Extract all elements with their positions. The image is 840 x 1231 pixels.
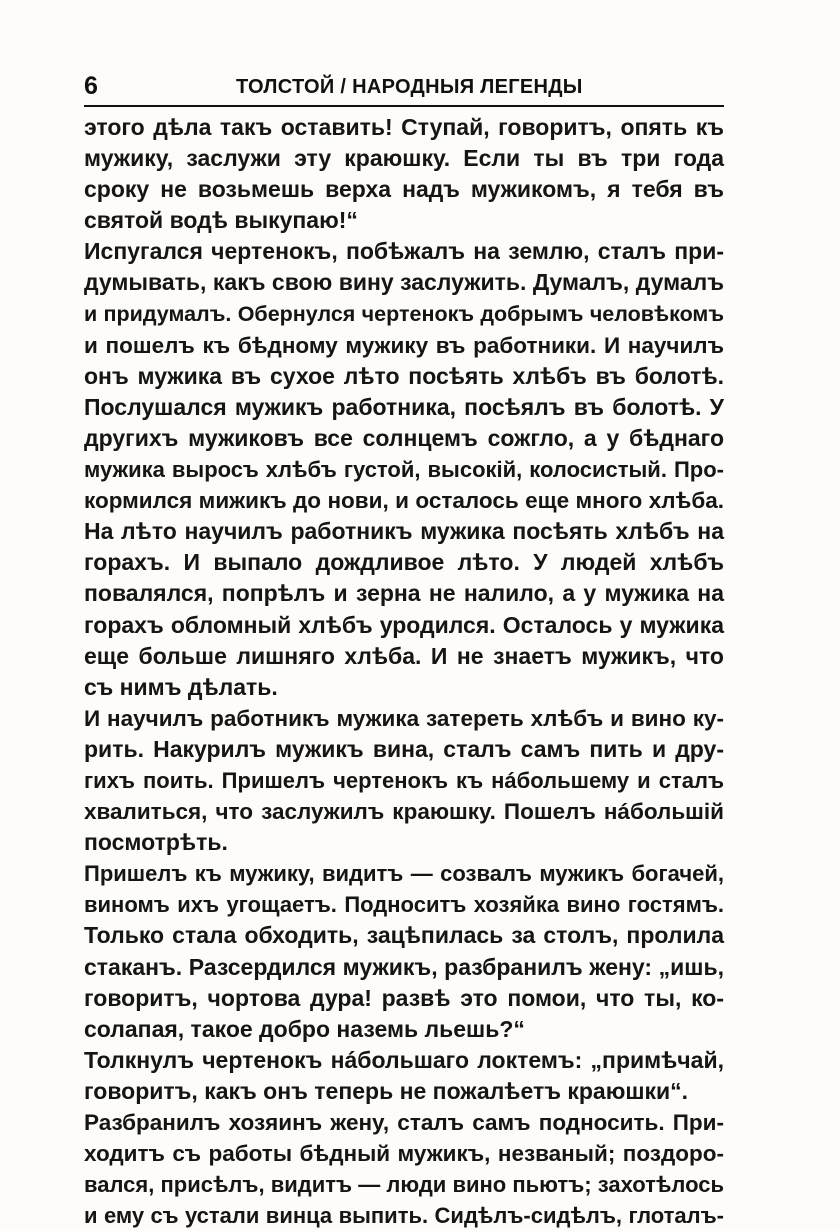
text-line: И научилъ работникъ мужика затереть хлѣбъ и вино ку- [84, 705, 724, 731]
text-line: и придумалъ. Обернулся чертенокъ добрымъ человѣкомъ [84, 301, 724, 326]
text-line: святой водѣ выкупаю!“ [84, 207, 358, 234]
text-line: повалялся, попрѣлъ и зерна не налило, а у мужика на [84, 580, 724, 607]
text-line: солапая, такое добро наземь льешь?“ [84, 1015, 525, 1042]
text-line: кормился мижикъ до нови, и осталось еще много хлѣба. [84, 488, 724, 514]
text-line: этого дѣла такъ оставить! Ступай, говоритъ, опять къ [84, 114, 724, 140]
header-rule [84, 105, 724, 107]
text-line: Пришелъ къ мужику, видитъ — созвалъ мужикъ богачей, [84, 861, 724, 887]
text-line: говоритъ, какъ онъ теперь не пожалѣетъ краюшки“. [84, 1077, 689, 1104]
text-line: и ему съ устали винца выпить. Сидѣлъ-сидѣлъ, глоталъ- [84, 1203, 724, 1229]
text-line: думывать, какъ свою вину заслужить. Думалъ, думалъ [84, 269, 724, 296]
text-line: говоритъ, чортова дура! развѣ это помои, что ты, ко- [84, 984, 724, 1011]
text-line: Только стала обходить, зацѣпилась за столъ, пролила [84, 922, 724, 949]
running-head-title: ТОЛСТОЙ / НАРОДНЫЯ ЛЕГЕНДЫ [236, 76, 583, 98]
body-text [84, 112, 724, 1231]
text-line: сроку не возьмешь верха надъ мужикомъ, я тебя въ [84, 176, 724, 203]
text-line: ходитъ съ работы бѣдный мужикъ, незваный; поздоро- [84, 1141, 724, 1167]
text-line: стаканъ. Разсердился мужикъ, разбранилъ жену: „ишь, [84, 953, 724, 980]
text-line: горахъ. И выпало дождливое лѣто. У людей хлѣбъ [84, 549, 724, 576]
text-line: съ нимъ дѣлать. [84, 673, 278, 700]
text-line: гихъ поить. Пришелъ чертенокъ къ нáбольшему и сталъ [84, 767, 724, 793]
text-line: горахъ обломный хлѣбъ уродился. Осталось у мужика [84, 611, 724, 638]
text-line: вался, присѣлъ, видитъ — люди вино пьютъ; захотѣлось [84, 1172, 724, 1198]
text-line: еще больше лишняго хлѣба. И не знаетъ мужикъ, что [84, 642, 724, 669]
text-line: Послушался мужикъ работника, посѣялъ въ болотѣ. У [84, 393, 724, 420]
text-line: рить. Накурилъ мужикъ вина, сталъ самъ пить и дру- [84, 735, 724, 762]
text-line: хвалиться, что заслужилъ краюшку. Пошелъ нáбольшій [84, 799, 724, 825]
text-line: мужику, заслужи эту краюшку. Если ты въ три года [84, 145, 724, 172]
text-line: и пошелъ къ бѣдному мужику въ работники. И научилъ [84, 332, 724, 358]
text-line: Толкнулъ чертенокъ нáбольшаго локтемъ: „примѣчай, [84, 1046, 724, 1073]
text-line: Разбранилъ хозяинъ жену, сталъ самъ подносить. При- [84, 1110, 724, 1135]
text-line: На лѣто научилъ работникъ мужика посѣять хлѣбъ на [84, 518, 724, 545]
text-line: Испугался чертенокъ, побѣжалъ на землю, сталъ при- [84, 238, 724, 265]
text-line: другихъ мужиковъ все солнцемъ сожгло, а у бѣднаго [84, 424, 724, 451]
text-line: мужика выросъ хлѣбъ густой, высокій, колосистый. Про- [84, 457, 724, 483]
text-line: посмотрѣть. [84, 829, 228, 856]
page-number: 6 [84, 72, 98, 100]
text-line: виномъ ихъ угощаетъ. Подноситъ хозяйка вино гостямъ. [84, 892, 724, 918]
text-line: онъ мужика въ сухое лѣто посѣять хлѣбъ въ болотѣ. [84, 362, 724, 389]
